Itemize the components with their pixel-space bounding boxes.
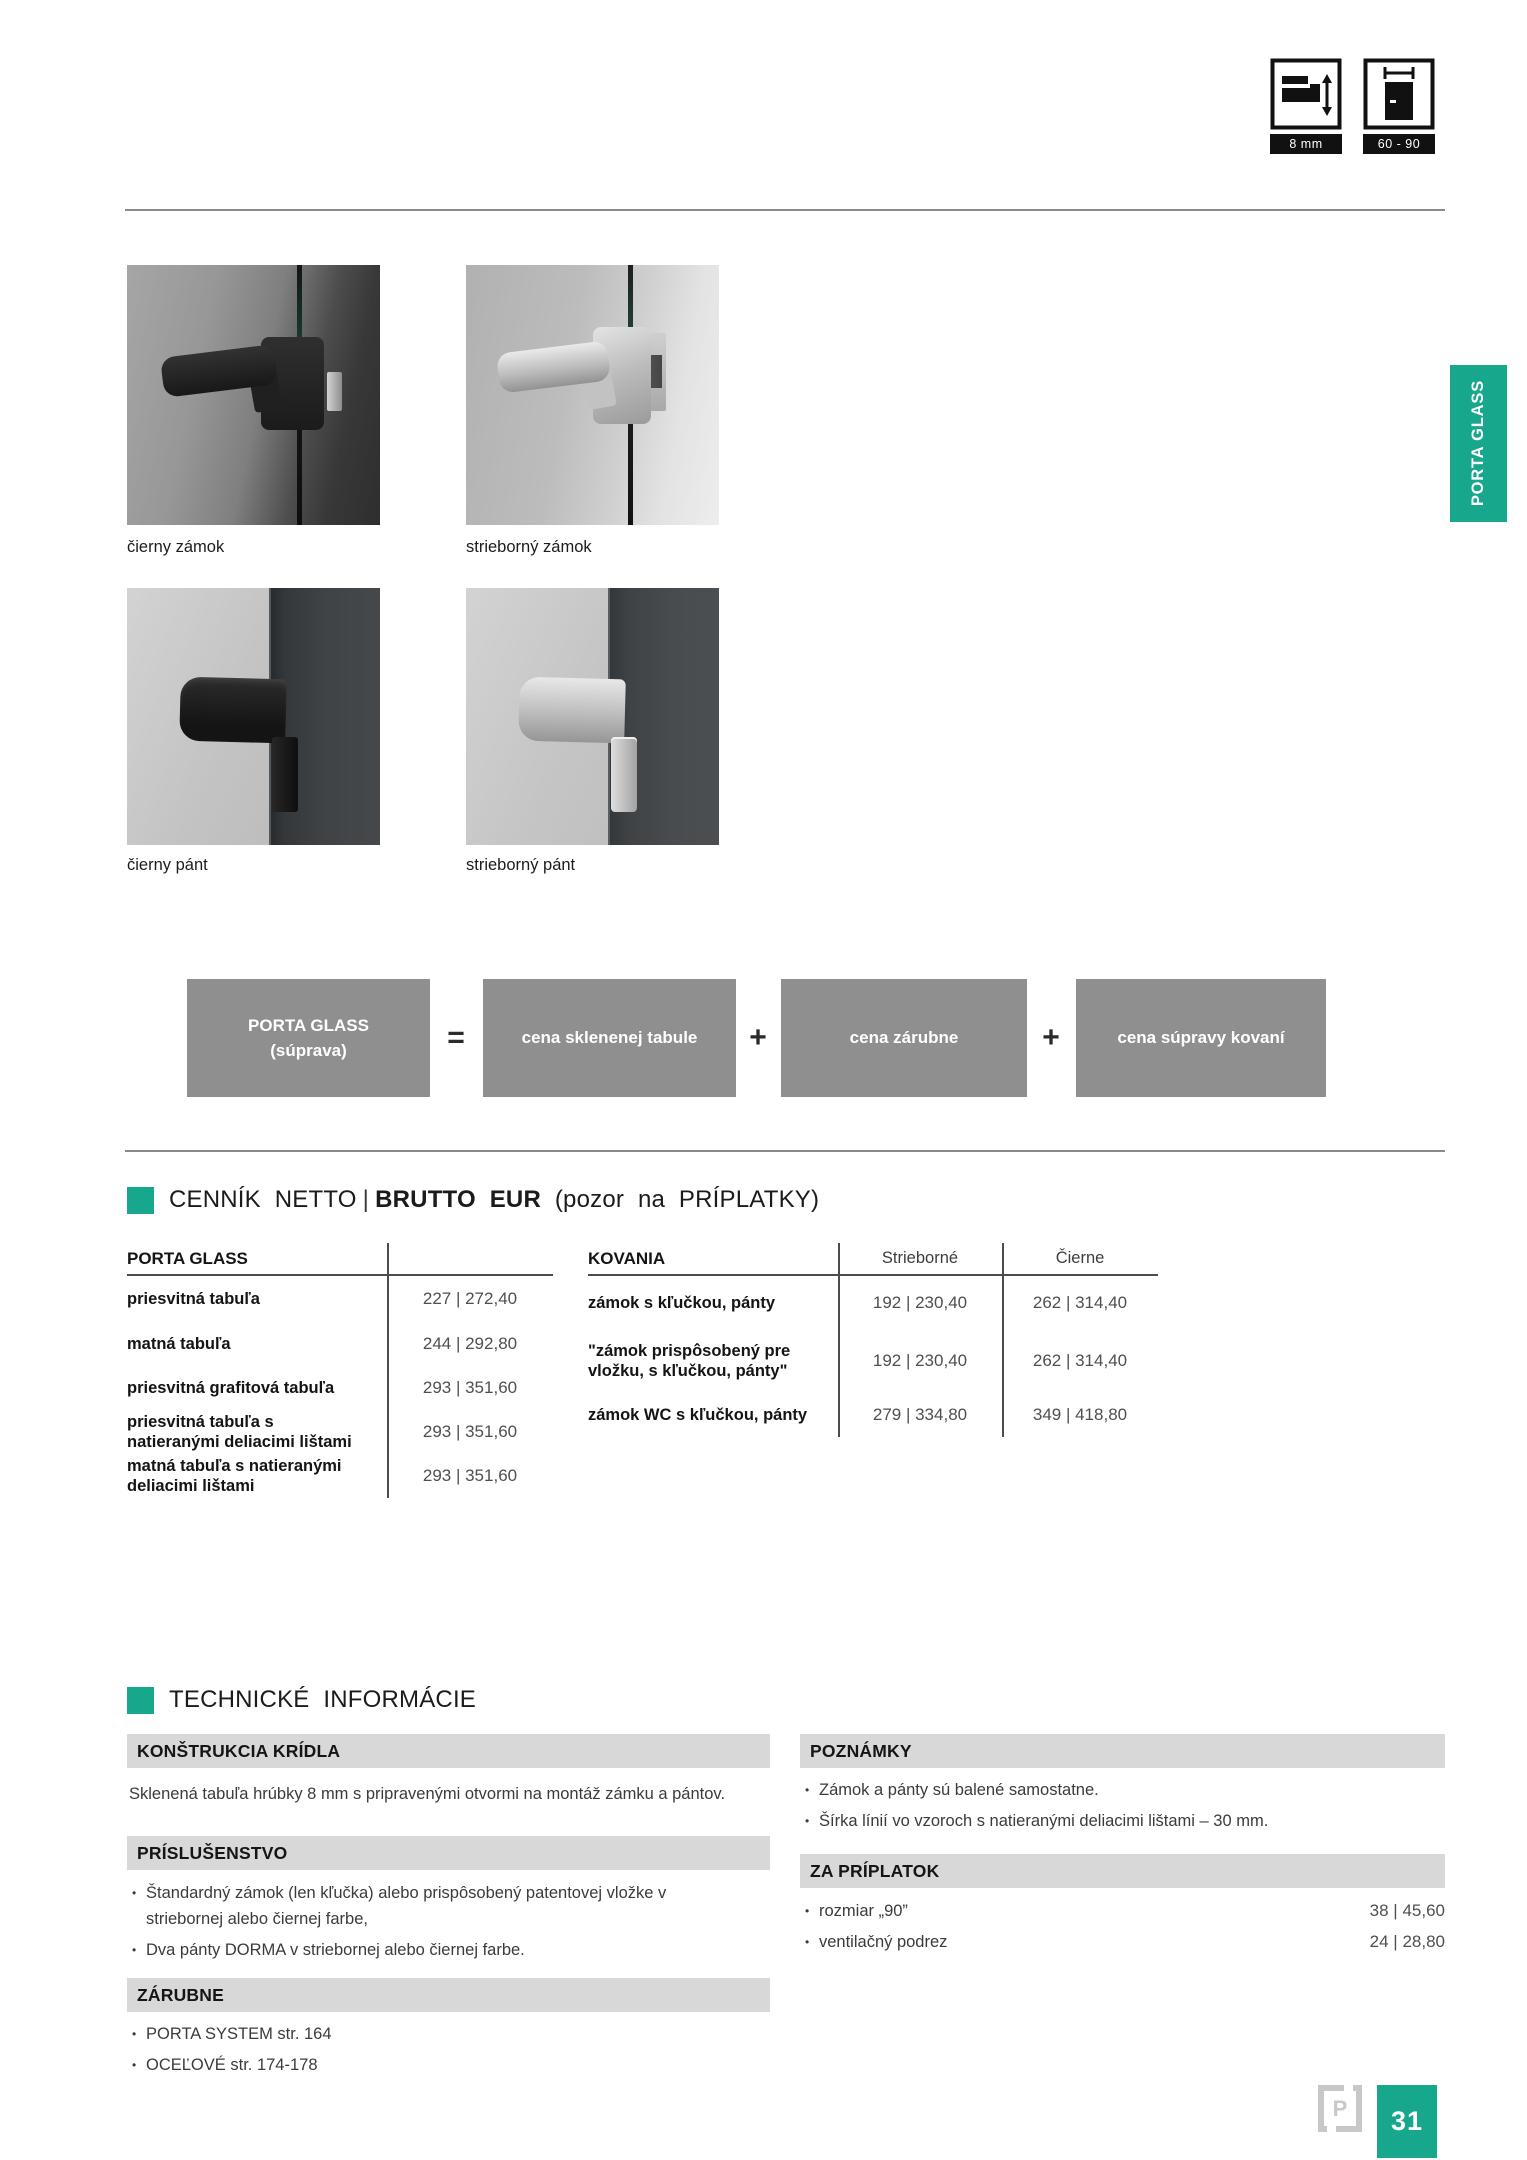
row-label: priesvitná tabuľa s natieranými deliacimi lištami bbox=[127, 1413, 352, 1451]
table-header: KOVANIA bbox=[588, 1248, 666, 1268]
table-row bbox=[127, 1410, 553, 1454]
za-priplatok-list bbox=[802, 1898, 1445, 1955]
mid-divider bbox=[125, 1150, 1445, 1152]
spec-icons bbox=[1270, 58, 1435, 154]
surcharge-label: • ventilačný podrez bbox=[819, 1933, 948, 1951]
section-bar-prislusenstvo: PRÍSLUŠENSTVO bbox=[127, 1836, 770, 1870]
equals-sign: = bbox=[447, 1021, 465, 1054]
row-label: matná tabuľa bbox=[127, 1335, 231, 1353]
pricing-title bbox=[169, 1186, 819, 1214]
konstrukcia-text: Sklenená tabuľa hrúbky 8 mm s pripravenými otvormi na montáž zámku a pántov. bbox=[129, 1785, 726, 1803]
row-price: 293 | 351,60 bbox=[422, 1422, 518, 1441]
table-divider bbox=[387, 1243, 389, 1498]
plus-sign: + bbox=[749, 1021, 767, 1054]
section-bar-poznamky: POZNÁMKY bbox=[800, 1734, 1445, 1768]
table-row bbox=[127, 1454, 553, 1498]
logo-letter: P bbox=[1332, 2095, 1348, 2121]
row-price-black: 349 | 418,80 bbox=[1032, 1404, 1128, 1424]
glass-thickness-icon bbox=[1270, 58, 1342, 130]
row-label: "zámok prispôsobený pre vložku, s kľučkou, pánty" bbox=[588, 1342, 791, 1380]
plus-sign: + bbox=[1042, 1021, 1060, 1054]
table-divider bbox=[1002, 1243, 1004, 1437]
hinge-pin bbox=[611, 737, 636, 812]
formula-term-frame: cena zárubne bbox=[781, 979, 1027, 1097]
row-price-silver: 192 | 230,40 bbox=[872, 1293, 968, 1312]
glass-thickness-label: 8 mm bbox=[1270, 134, 1342, 154]
zarubne-list bbox=[129, 2021, 739, 2078]
list-item: • OCEĽOVÉ str. 174-178 bbox=[129, 2052, 739, 2078]
technical-left-column bbox=[127, 1734, 770, 2083]
technical-heading bbox=[127, 1686, 476, 1714]
row-price-black: 262 | 314,40 bbox=[1032, 1351, 1128, 1370]
row-price-black: 262 | 314,40 bbox=[1032, 1293, 1128, 1312]
surcharge-item bbox=[802, 1898, 1445, 1924]
row-price-silver: 279 | 334,80 bbox=[872, 1404, 968, 1424]
section-bar-za-priplatok: ZA PRÍPLATOK bbox=[800, 1854, 1445, 1888]
pricing-title-separator: | bbox=[362, 1186, 370, 1213]
row-price-silver: 192 | 230,40 bbox=[872, 1351, 968, 1370]
row-label: zámok WC s kľučkou, pánty bbox=[588, 1405, 808, 1424]
table-row bbox=[127, 1322, 553, 1366]
caption-silver-lock: strieborný zámok bbox=[466, 538, 592, 556]
door-width-icon bbox=[1363, 58, 1435, 130]
glass-thickness-spec bbox=[1270, 58, 1342, 154]
table-header: PORTA GLASS bbox=[127, 1248, 248, 1268]
pricing-title-bold: BRUTTO EUR bbox=[375, 1186, 541, 1213]
table-row bbox=[588, 1392, 1158, 1437]
teal-square-icon bbox=[127, 1687, 154, 1714]
caption-black-lock: čierny zámok bbox=[127, 538, 225, 556]
row-price: 244 | 292,80 bbox=[422, 1334, 518, 1353]
caption-silver-hinge: strieborný pánt bbox=[466, 856, 576, 874]
table-header-row bbox=[588, 1243, 1158, 1276]
hinge-pin bbox=[272, 737, 297, 812]
list-item: • Dva pánty DORMA v striebornej alebo čiernej farbe. bbox=[129, 1937, 739, 1963]
section-bar-konstrukcia: KONŠTRUKCIA KRÍDLA bbox=[127, 1734, 770, 1768]
photo-black-lock bbox=[127, 265, 380, 525]
photo-black-hinge bbox=[127, 588, 380, 845]
caption-black-hinge: čierny pánt bbox=[127, 856, 208, 874]
row-label: zámok s kľučkou, pánty bbox=[588, 1294, 775, 1312]
pricing-heading bbox=[127, 1186, 819, 1214]
row-price: 293 | 351,60 bbox=[422, 1466, 518, 1485]
formula-result-line1: PORTA GLASS bbox=[248, 1015, 369, 1035]
hinge-arm bbox=[518, 677, 626, 744]
row-label: priesvitná grafitová tabuľa bbox=[127, 1379, 335, 1397]
pricing-title-regular: CENNÍK NETTO bbox=[169, 1186, 357, 1213]
technical-right-column bbox=[800, 1734, 1445, 1960]
column-header-black: Čierne bbox=[1055, 1249, 1105, 1267]
teal-square-icon bbox=[127, 1187, 154, 1214]
prislusenstvo-list bbox=[129, 1880, 739, 1963]
surcharge-price: 24 | 28,80 bbox=[1369, 1932, 1445, 1951]
row-price: 293 | 351,60 bbox=[422, 1378, 518, 1397]
poznamky-list bbox=[802, 1777, 1432, 1834]
row-label: priesvitná tabuľa bbox=[127, 1290, 260, 1308]
page-number: 31 bbox=[1390, 2106, 1424, 2136]
pricing-title-note: (pozor na PRÍPLATKY) bbox=[554, 1186, 820, 1213]
list-item: • Šírka línií vo vzoroch s natieranými deliacimi lištami – 30 mm. bbox=[802, 1808, 1432, 1834]
table-divider bbox=[838, 1243, 840, 1437]
porta-glass-table bbox=[127, 1243, 553, 1498]
door-width-spec bbox=[1363, 58, 1435, 154]
row-price: 227 | 272,40 bbox=[422, 1289, 518, 1308]
list-item: • Štandardný zámok (len kľučka) alebo prispôsobený patentovej vložke v striebornej alebo čiernej farbe, bbox=[129, 1880, 739, 1932]
page-number-box bbox=[1377, 2085, 1437, 2158]
hinge-arm bbox=[179, 677, 287, 744]
top-divider bbox=[125, 209, 1445, 211]
porta-logo bbox=[1318, 2085, 1362, 2132]
table-row bbox=[127, 1276, 553, 1322]
surcharge-label: • rozmiar „90” bbox=[819, 1902, 908, 1920]
formula-result-box bbox=[187, 979, 430, 1097]
column-header-silver: Strieborné bbox=[881, 1249, 959, 1267]
formula-term-hardware: cena súpravy kovaní bbox=[1076, 979, 1326, 1097]
kovania-table bbox=[588, 1243, 1158, 1437]
list-item: • PORTA SYSTEM str. 164 bbox=[129, 2021, 739, 2047]
technical-title: TECHNICKÉ INFORMÁCIE bbox=[169, 1686, 477, 1713]
formula-term-glass: cena sklenenej tabule bbox=[483, 979, 736, 1097]
list-item: • Zámok a pánty sú balené samostatne. bbox=[802, 1777, 1432, 1803]
table-row bbox=[588, 1330, 1158, 1392]
table-header-row bbox=[127, 1243, 553, 1276]
table-row bbox=[127, 1366, 553, 1410]
photo-silver-hinge bbox=[466, 588, 719, 845]
formula-result-line2: (súprava) bbox=[270, 1041, 347, 1060]
row-label: matná tabuľa s natieranými deliacimi lištami bbox=[127, 1457, 342, 1495]
side-tab-label: PORTA GLASS bbox=[1469, 380, 1487, 507]
surcharge-price: 38 | 45,60 bbox=[1369, 1901, 1445, 1920]
latch-plate bbox=[327, 372, 342, 411]
side-tab-porta-glass bbox=[1450, 365, 1507, 522]
photo-silver-lock bbox=[466, 265, 719, 525]
section-bar-zarubne: ZÁRUBNE bbox=[127, 1978, 770, 2012]
table-row bbox=[588, 1276, 1158, 1330]
door-width-label: 60 - 90 bbox=[1363, 134, 1435, 154]
surcharge-item bbox=[802, 1929, 1445, 1955]
